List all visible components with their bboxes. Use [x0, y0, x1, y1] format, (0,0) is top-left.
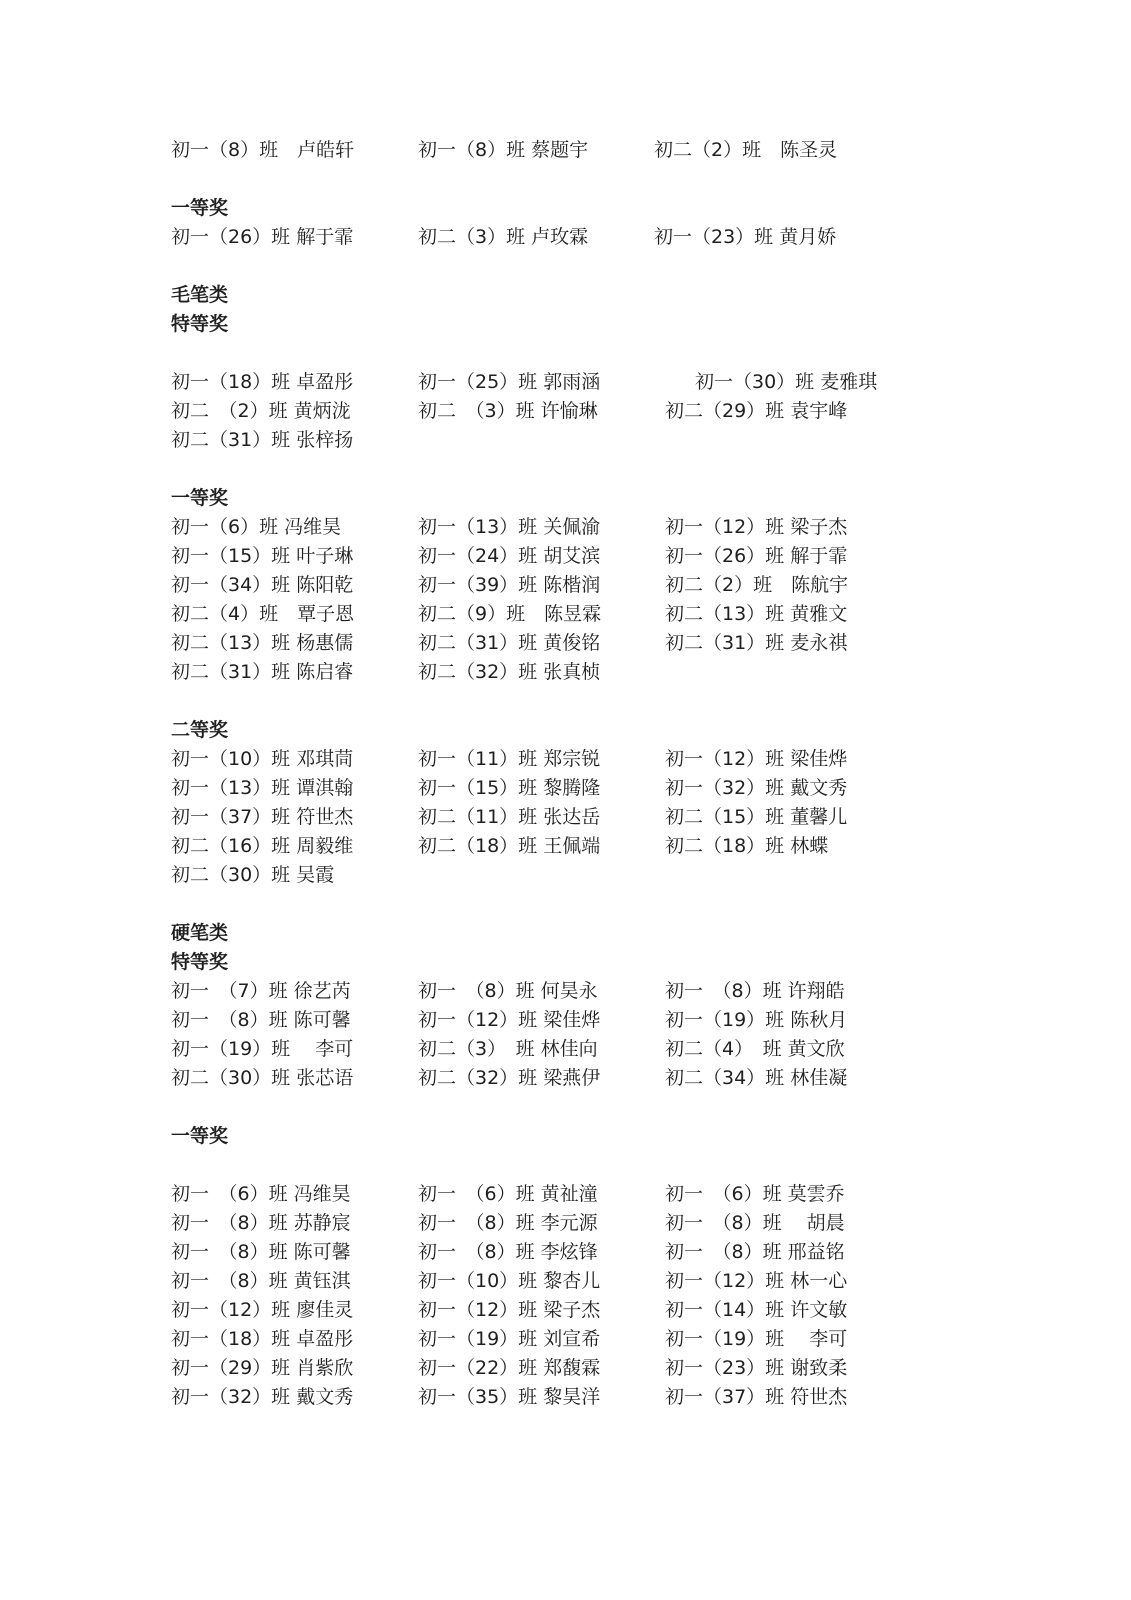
- award-entry: 初二（13）班 杨惠儒: [171, 632, 354, 654]
- award-entry: 初一（15）班 叶子琳: [171, 545, 354, 567]
- award-entry: 初二 （2）班 黄炳泷: [171, 400, 351, 422]
- award-entry: 初一（12）班 梁佳烨: [665, 748, 848, 770]
- award-entry: 初一（23）班 黄月娇: [654, 226, 837, 248]
- section-heading: 硬笔类: [171, 922, 229, 944]
- award-entry: 初二（16）班 周毅维: [171, 835, 354, 857]
- section-heading: 二等奖: [171, 719, 229, 741]
- award-entry: 初一 （8）班 邢益铭: [665, 1241, 845, 1263]
- award-entry: 初一（12）班 梁子杰: [418, 1299, 601, 1321]
- award-entry: 初一 （6）班 莫雲乔: [665, 1183, 845, 1205]
- award-entry: 初一 （8）班 苏静宸: [171, 1212, 351, 1234]
- award-entry: 初一（6）班 冯维昊: [171, 516, 342, 538]
- award-entry: 初一（22）班 郑馥霖: [418, 1357, 601, 1379]
- award-entry: 初一（30）班 麦雅琪: [695, 371, 878, 393]
- award-entry: 初二（2）班 陈航宇: [665, 574, 849, 596]
- award-entry: 初一（19）班 刘宣希: [418, 1328, 601, 1350]
- award-entry: 初一 （8）班 李炫锋: [418, 1241, 598, 1263]
- award-entry: 初一（25）班 郭雨涵: [418, 371, 601, 393]
- award-entry: 初二（3） 班 林佳向: [418, 1038, 598, 1060]
- award-entry: 初一（11）班 郑宗锐: [418, 748, 601, 770]
- award-entry: 初一（10）班 邓琪茼: [171, 748, 354, 770]
- award-entry: 初一（13）班 谭淇翰: [171, 777, 354, 799]
- award-entry: 初一（35）班 黎昊洋: [418, 1386, 601, 1408]
- section-heading: 一等奖: [171, 1125, 229, 1147]
- award-entry: 初二（30）班 张芯语: [171, 1067, 354, 1089]
- award-entry: 初一（12）班 梁子杰: [665, 516, 848, 538]
- award-entry: 初二（2）班 陈圣灵: [654, 139, 838, 161]
- award-entry: 初一（8）班 卢皓轩: [171, 139, 355, 161]
- award-entry: 初二（34）班 林佳凝: [665, 1067, 848, 1089]
- award-entry: 初一 （8）班 许翔皓: [665, 980, 845, 1002]
- award-entry: 初一（15）班 黎腾隆: [418, 777, 601, 799]
- award-entry: 初一（19）班 李可: [171, 1038, 354, 1060]
- award-entry: 初二（32）班 张真桢: [418, 661, 601, 683]
- award-entry: 初一（13）班 关佩渝: [418, 516, 601, 538]
- award-entry: 初二（4） 班 黄文欣: [665, 1038, 845, 1060]
- section-heading: 一等奖: [171, 487, 229, 509]
- award-entry: 初一（29）班 肖紫欣: [171, 1357, 354, 1379]
- award-entry: 初一（37）班 符世杰: [171, 806, 354, 828]
- award-entry: 初一（24）班 胡艾滨: [418, 545, 601, 567]
- award-entry: 初一（18）班 卓盈彤: [171, 371, 354, 393]
- award-entry: 初二（9）班 陈昱霖: [418, 603, 602, 625]
- award-entry: 初一 （8）班 陈可馨: [171, 1009, 351, 1031]
- award-entry: 初一（10）班 黎杏儿: [418, 1270, 601, 1292]
- award-entry: 初一（12）班 梁佳烨: [418, 1009, 601, 1031]
- award-entry: 初一（34）班 陈阳乾: [171, 574, 354, 596]
- award-entry: 初一 （7）班 徐艺芮: [171, 980, 351, 1002]
- award-entry: 初一（32）班 戴文秀: [171, 1386, 354, 1408]
- award-entry: 初一（18）班 卓盈彤: [171, 1328, 354, 1350]
- award-entry: 初一（19）班 陈秋月: [665, 1009, 848, 1031]
- award-entry: 初二（29）班 袁宇峰: [665, 400, 848, 422]
- award-entry: 初二（18）班 王佩端: [418, 835, 601, 857]
- award-entry: 初一（39）班 陈楷润: [418, 574, 601, 596]
- award-entry: 初一（8）班 蔡题宇: [418, 139, 589, 161]
- award-entry: 初一 （8）班 李元源: [418, 1212, 598, 1234]
- section-heading: 毛笔类: [171, 284, 229, 306]
- award-entry: 初二（31）班 黄俊铭: [418, 632, 601, 654]
- award-entry: 初一（23）班 谢致柔: [665, 1357, 848, 1379]
- award-entry: 初二（13）班 黄雅文: [665, 603, 848, 625]
- award-entry: 初二（11）班 张达岳: [418, 806, 601, 828]
- award-entry: 初一 （6）班 冯维昊: [171, 1183, 351, 1205]
- award-entry: 初二（32）班 梁燕伊: [418, 1067, 601, 1089]
- award-entry: 初一（26）班 解于霏: [665, 545, 848, 567]
- award-entry: 初一 （8）班 陈可馨: [171, 1241, 351, 1263]
- award-entry: 初一 （8）班 黄钰淇: [171, 1270, 351, 1292]
- award-entry: 初二（31）班 张梓扬: [171, 429, 354, 451]
- award-entry: 初二（15）班 董馨儿: [665, 806, 848, 828]
- award-entry: 初一（26）班 解于霏: [171, 226, 354, 248]
- award-entry: 初二（31）班 麦永祺: [665, 632, 848, 654]
- award-entry: 初一 （8）班 胡晨: [665, 1212, 845, 1234]
- award-entry: 初一 （8）班 何昊永: [418, 980, 598, 1002]
- award-entry: 初一 （6）班 黄祉潼: [418, 1183, 598, 1205]
- award-entry: 初二（31）班 陈启睿: [171, 661, 354, 683]
- award-entry: 初一（14）班 许文敏: [665, 1299, 848, 1321]
- award-entry: 初二（30）班 吴霞: [171, 864, 335, 886]
- award-entry: 初二（18）班 林蝶: [665, 835, 829, 857]
- award-entry: 初一（12）班 廖佳灵: [171, 1299, 354, 1321]
- section-heading: 特等奖: [171, 313, 229, 335]
- award-entry: 初二 （3）班 许愉琳: [418, 400, 598, 422]
- award-entry: 初一（37）班 符世杰: [665, 1386, 848, 1408]
- award-entry: 初一（12）班 林一心: [665, 1270, 848, 1292]
- award-entry: 初一（19）班 李可: [665, 1328, 848, 1350]
- section-heading: 特等奖: [171, 951, 229, 973]
- section-heading: 一等奖: [171, 197, 229, 219]
- award-entry: 初二（4）班 覃子恩: [171, 603, 355, 625]
- award-entry: 初二（3）班 卢玫霖: [418, 226, 589, 248]
- award-entry: 初一（32）班 戴文秀: [665, 777, 848, 799]
